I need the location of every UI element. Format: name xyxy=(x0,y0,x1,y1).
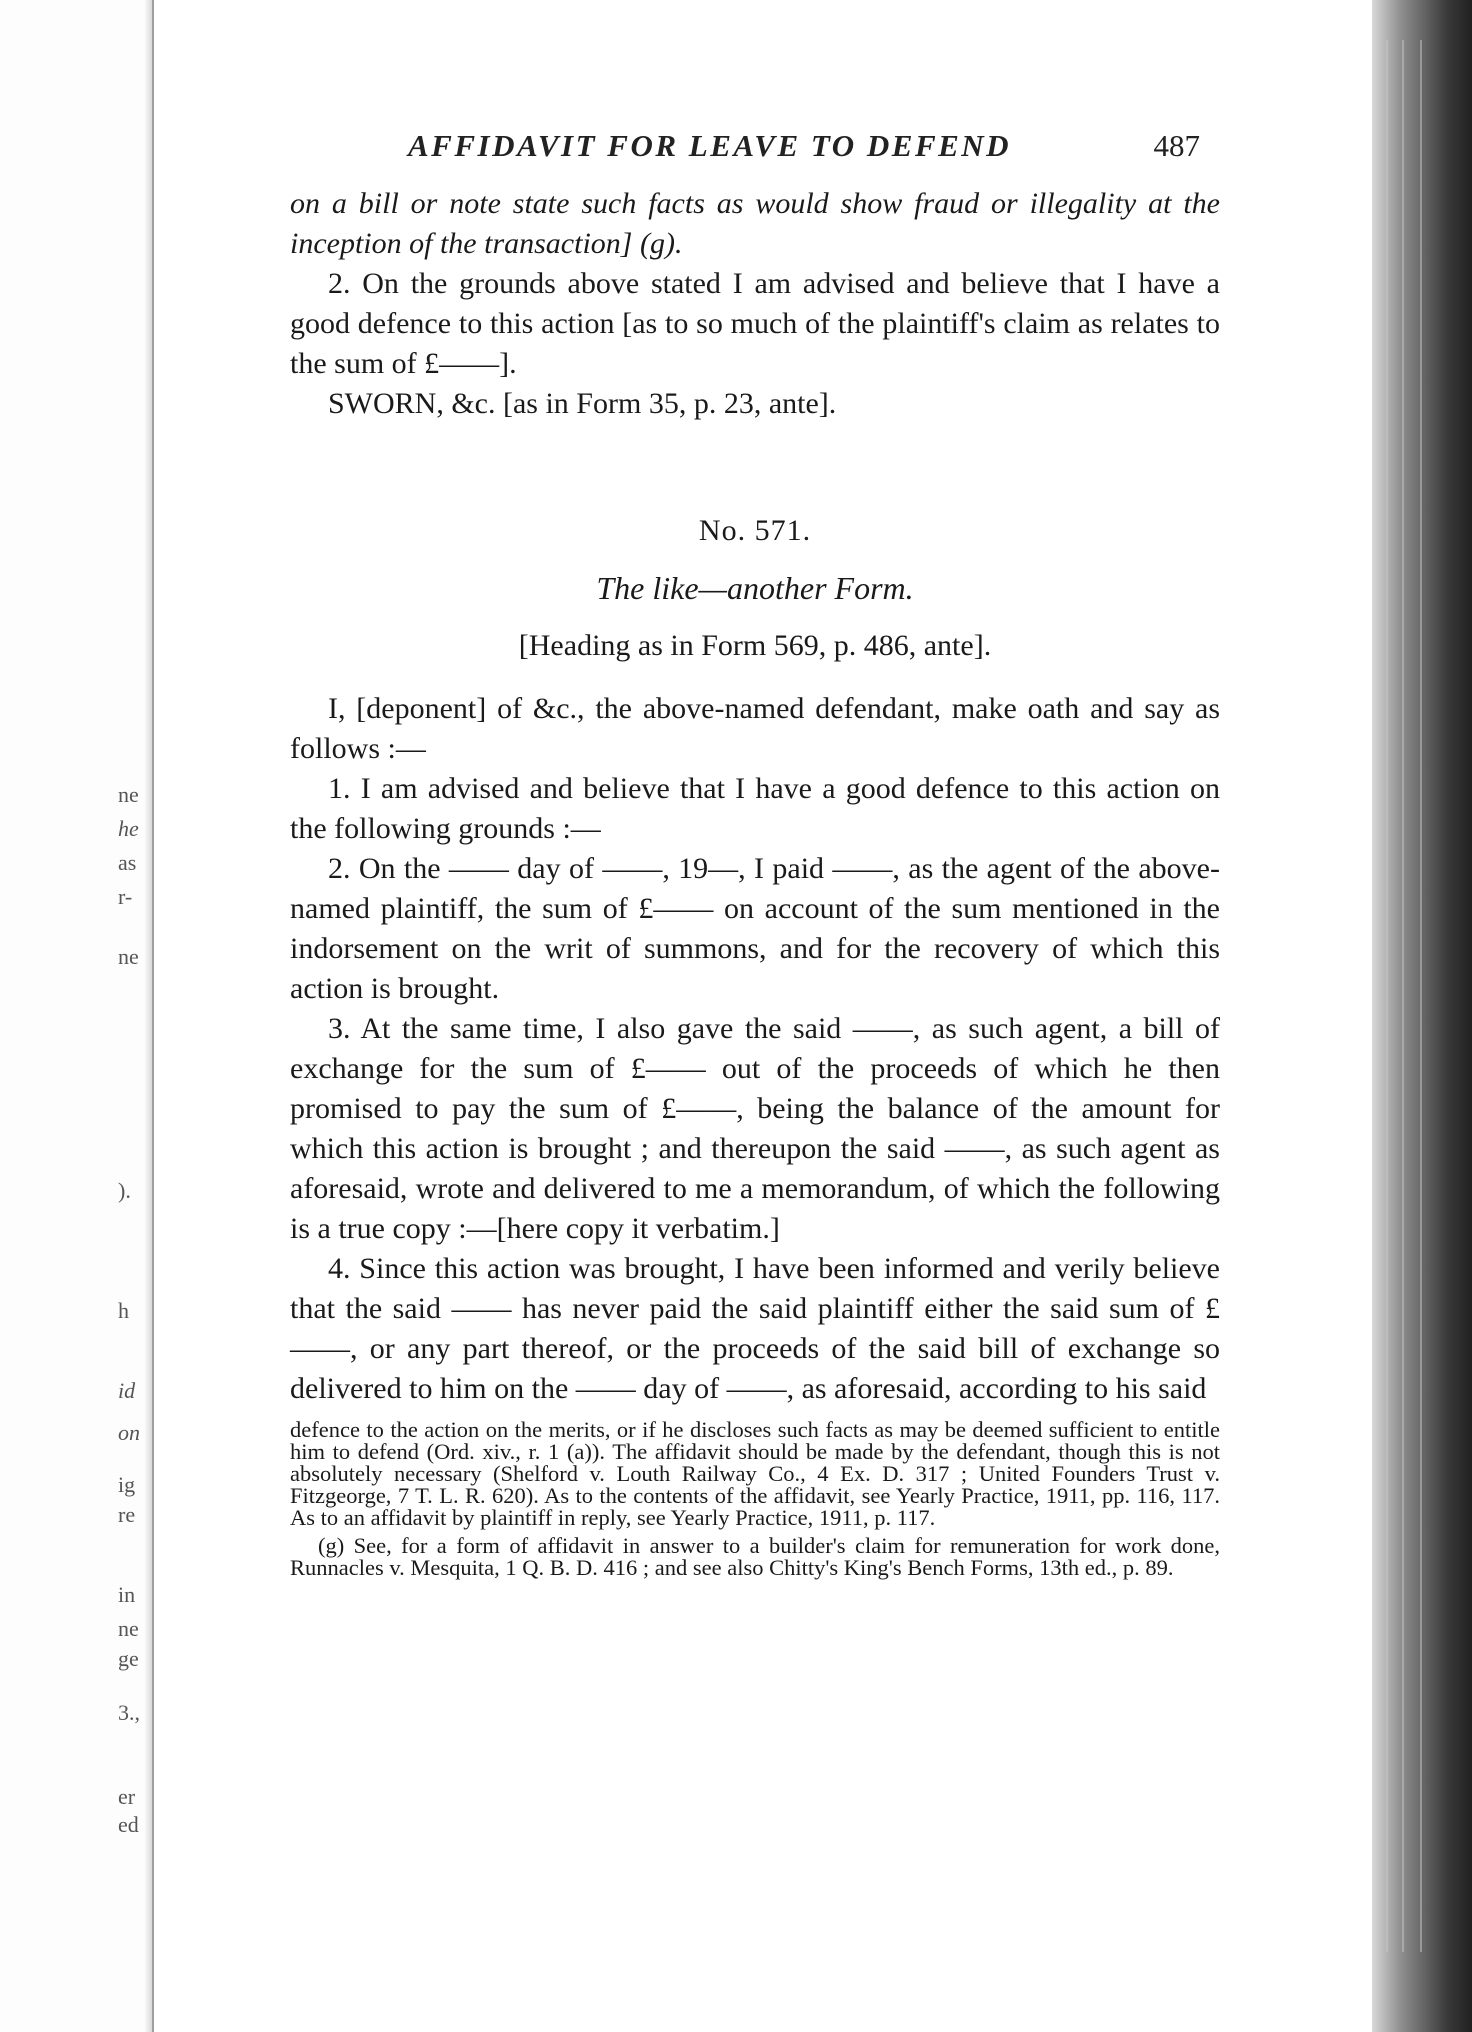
gutter-shadow xyxy=(144,0,154,2032)
left-page-fragment: h xyxy=(118,1298,129,1323)
page-number: 487 xyxy=(1153,128,1200,163)
running-head xyxy=(290,128,1220,172)
form-intro: I, [deponent] of &c., the above-named defendant, make oath and say as follows :— xyxy=(290,692,1220,765)
continuation-text: on a bill or note state such facts as would show fraud or illegality at the inception of the transaction] (g). xyxy=(290,187,1220,260)
left-page-fragment: as xyxy=(118,850,137,875)
left-page-fragment: in xyxy=(118,1582,136,1607)
left-page-fragment: ne xyxy=(118,1616,139,1641)
form-paragraph: 2. On the —— day of ——, 19—, I paid ——, as the agent of the above-named plaintiff, the sum of £—— on account of the sum mentioned in the indorsement on the writ of summons, and for the recovery of which this action is brought. xyxy=(290,852,1220,1005)
left-page-fragment: 3., xyxy=(118,1700,140,1725)
left-page-fragment: ge xyxy=(118,1646,139,1671)
left-page-fragment: on xyxy=(118,1420,140,1445)
form-paragraph: 1. I am advised and believe that I have a good defence to this action on the following grounds :— xyxy=(290,772,1220,845)
left-page-fragment: ne xyxy=(118,944,139,969)
footnote-g: (g) See, for a form of affidavit in answer to a builder's claim for remuneration for work done, Runnacles v. Mesquita, 1 Q. B. D. 416 ; and see also Chitty's King's Bench Forms, 13th ed., p. 89. xyxy=(290,1533,1220,1580)
sworn-line: SWORN, &c. [as in Form 35, p. 23, ante]. xyxy=(328,387,837,420)
left-page-fragment: ne xyxy=(118,782,139,807)
form-title: The like—another Form. xyxy=(596,570,914,606)
form-number: No. 571. xyxy=(698,514,812,547)
left-page-edge xyxy=(0,0,154,2032)
left-page-fragment: ig xyxy=(118,1472,136,1497)
left-page-fragment: r- xyxy=(118,884,133,909)
form-paragraph: 4. Since this action was brought, I have been informed and verily believe that the said —— has never paid the said plaintiff either the said sum of £——, or any part thereof, or the proceeds of the said bill of exchange so delivered to him on the —— day of ——, as aforesaid, according to his said xyxy=(290,1252,1220,1405)
running-title: AFFIDAVIT FOR LEAVE TO DEFEND xyxy=(408,128,1012,163)
left-page-fragment: ). xyxy=(118,1178,131,1203)
left-page-fragment: er xyxy=(118,1784,136,1809)
book-page-edge xyxy=(1372,0,1472,2032)
form-heading-reference: [Heading as in Form 569, p. 486, ante]. xyxy=(518,629,992,662)
book-page xyxy=(290,128,1220,1579)
left-page-fragment: id xyxy=(118,1378,136,1403)
paragraph: 2. On the grounds above stated I am advised and believe that I have a good defence to this action [as to so much of the plaintiff's claim as relates to the sum of £——]. xyxy=(290,267,1220,380)
form-paragraph: 3. At the same time, I also gave the said ——, as such agent, a bill of exchange for the sum of £—— out of the proceeds of which he then promised to pay the sum of £——, being the balance of the amount for which this action is brought ; and thereupon the said ——, as such agent as aforesaid, wrote and delivered to me a memorandum, of which the following is a true copy :—[here copy it verbatim.] xyxy=(290,1012,1220,1245)
footnote-continued: defence to the action on the merits, or if he discloses such facts as may be deemed sufficient to entitle him to defend (Ord. xiv., r. 1 (a)). The affidavit should be made by the defendant, though this is not absolutely necessary (Shelford v. Louth Railway Co., 4 Ex. D. 317 ; United Founders Trust v. Fitzgeorge, 7 T. L. R. 620). As to the contents of the affidavit, see Yearly Practice, 1911, pp. 116, 117. As to an affidavit by plaintiff in reply, see Yearly Practice, 1911, p. 117. xyxy=(290,1417,1220,1530)
left-page-fragment: ed xyxy=(118,1812,139,1837)
footnotes xyxy=(290,1419,1220,1579)
left-page-fragment: re xyxy=(118,1502,136,1527)
left-page-fragment: he xyxy=(118,816,139,841)
